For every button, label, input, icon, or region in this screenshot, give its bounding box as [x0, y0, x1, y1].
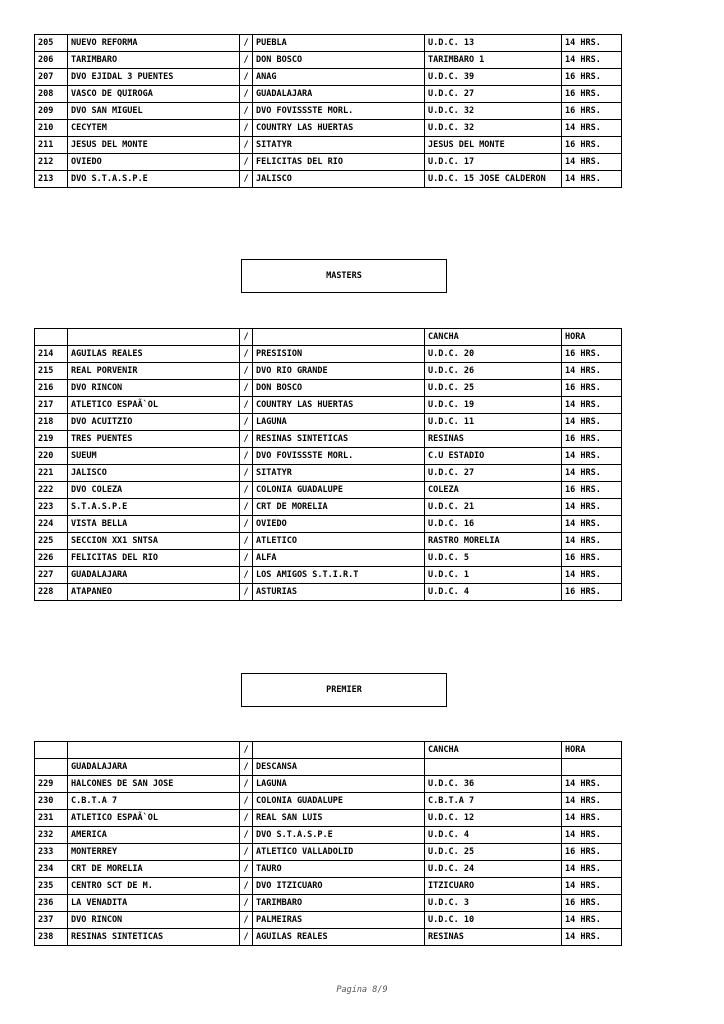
home-team-cell: JESUS DEL MONTE	[68, 137, 240, 154]
field-cell: COLEZA	[425, 482, 562, 499]
away-team-cell: PRESISION	[253, 346, 425, 363]
separator-cell: /	[240, 397, 253, 414]
home-team-cell: TARIMBARO	[68, 52, 240, 69]
table-row	[35, 120, 622, 137]
time-cell: 14 HRS.	[562, 448, 622, 465]
table-row	[35, 363, 622, 380]
time-cell: 16 HRS.	[562, 380, 622, 397]
away-team-cell: DESCANSA	[253, 759, 425, 776]
home-team-cell: FELICITAS DEL RIO	[68, 550, 240, 567]
field-cell: TARIMBARO 1	[425, 52, 562, 69]
table-row	[35, 465, 622, 482]
home-team-cell: DVO RINCON	[68, 380, 240, 397]
match-number-cell: 210	[35, 120, 68, 137]
section-title-text: MASTERS	[326, 271, 362, 281]
time-cell: 14 HRS.	[562, 810, 622, 827]
field-cell: U.D.C. 26	[425, 363, 562, 380]
field-cell: U.D.C. 19	[425, 397, 562, 414]
separator-cell: /	[240, 329, 253, 346]
field-cell: U.D.C. 11	[425, 414, 562, 431]
separator-cell: /	[240, 861, 253, 878]
table-row	[35, 567, 622, 584]
match-number-cell: 227	[35, 567, 68, 584]
separator-cell: /	[240, 516, 253, 533]
home-team-cell: CRT DE MORELIA	[68, 861, 240, 878]
time-cell: HORA	[562, 742, 622, 759]
separator-cell: /	[240, 776, 253, 793]
table-row	[35, 35, 622, 52]
home-team-cell: DVO S.T.A.S.P.E	[68, 171, 240, 188]
time-cell: 14 HRS.	[562, 516, 622, 533]
time-cell: 14 HRS.	[562, 827, 622, 844]
home-team-cell: SECCION XX1 SNTSA	[68, 533, 240, 550]
time-cell: 16 HRS.	[562, 482, 622, 499]
time-cell: 14 HRS.	[562, 776, 622, 793]
home-team-cell: TRES PUENTES	[68, 431, 240, 448]
away-team-cell: SITATYR	[253, 465, 425, 482]
home-team-cell: CENTRO SCT DE M.	[68, 878, 240, 895]
time-cell: 16 HRS.	[562, 103, 622, 120]
match-number-cell: 218	[35, 414, 68, 431]
separator-cell: /	[240, 103, 253, 120]
time-cell: 16 HRS.	[562, 346, 622, 363]
time-cell: 16 HRS.	[562, 844, 622, 861]
separator-cell: /	[240, 912, 253, 929]
separator-cell: /	[240, 154, 253, 171]
separator-cell: /	[240, 482, 253, 499]
separator-cell: /	[240, 414, 253, 431]
field-cell: U.D.C. 17	[425, 154, 562, 171]
field-cell: U.D.C. 27	[425, 86, 562, 103]
time-cell: 14 HRS.	[562, 533, 622, 550]
home-team-cell: ATAPANEO	[68, 584, 240, 601]
match-number-cell: 216	[35, 380, 68, 397]
separator-cell: /	[240, 137, 253, 154]
table-row	[35, 776, 622, 793]
field-cell: U.D.C. 10	[425, 912, 562, 929]
separator-cell: /	[240, 465, 253, 482]
away-team-cell: COUNTRY LAS HUERTAS	[253, 397, 425, 414]
separator-cell: /	[240, 793, 253, 810]
match-number-cell: 229	[35, 776, 68, 793]
home-team-cell: DVO ACUITZIO	[68, 414, 240, 431]
field-cell: U.D.C. 16	[425, 516, 562, 533]
field-cell: U.D.C. 4	[425, 584, 562, 601]
away-team-cell: TAURO	[253, 861, 425, 878]
away-team-cell: DON BOSCO	[253, 380, 425, 397]
field-cell: CANCHA	[425, 329, 562, 346]
table-row	[35, 52, 622, 69]
time-cell: 14 HRS.	[562, 52, 622, 69]
time-cell: 14 HRS.	[562, 878, 622, 895]
section-title-text: PREMIER	[326, 685, 362, 695]
home-team-cell: LA VENADITA	[68, 895, 240, 912]
match-number-cell: 219	[35, 431, 68, 448]
separator-cell: /	[240, 533, 253, 550]
separator-cell: /	[240, 844, 253, 861]
field-cell: U.D.C. 32	[425, 120, 562, 137]
field-cell: RASTRO MORELIA	[425, 533, 562, 550]
away-team-cell: LAGUNA	[253, 414, 425, 431]
home-team-cell: AMERICA	[68, 827, 240, 844]
match-number-cell	[35, 742, 68, 759]
match-number-cell: 231	[35, 810, 68, 827]
field-cell: U.D.C. 12	[425, 810, 562, 827]
table-row	[35, 397, 622, 414]
field-cell: JESUS DEL MONTE	[425, 137, 562, 154]
match-number-cell: 208	[35, 86, 68, 103]
time-cell: 14 HRS.	[562, 793, 622, 810]
away-team-cell: DON BOSCO	[253, 52, 425, 69]
time-cell: 16 HRS.	[562, 584, 622, 601]
table-row	[35, 929, 622, 946]
away-team-cell: ATLETICO	[253, 533, 425, 550]
time-cell: 14 HRS.	[562, 499, 622, 516]
table-row	[35, 533, 622, 550]
time-cell: 16 HRS.	[562, 137, 622, 154]
table-row	[35, 380, 622, 397]
away-team-cell: ASTURIAS	[253, 584, 425, 601]
field-cell: CANCHA	[425, 742, 562, 759]
away-team-cell	[253, 329, 425, 346]
field-cell: U.D.C. 15 JOSE CALDERON	[425, 171, 562, 188]
separator-cell: /	[240, 431, 253, 448]
separator-cell: /	[240, 52, 253, 69]
table-header-row	[35, 329, 622, 346]
page-number: Pagina 8/9	[336, 985, 388, 995]
table-row	[35, 912, 622, 929]
separator-cell: /	[240, 35, 253, 52]
time-cell: 14 HRS.	[562, 861, 622, 878]
away-team-cell: DVO FOVISSSTE MORL.	[253, 103, 425, 120]
field-cell: U.D.C. 36	[425, 776, 562, 793]
time-cell	[562, 759, 622, 776]
match-number-cell	[35, 759, 68, 776]
home-team-cell: HALCONES DE SAN JOSE	[68, 776, 240, 793]
match-number-cell: 217	[35, 397, 68, 414]
match-number-cell: 222	[35, 482, 68, 499]
separator-cell: /	[240, 742, 253, 759]
field-cell	[425, 759, 562, 776]
match-number-cell: 212	[35, 154, 68, 171]
time-cell: 14 HRS.	[562, 397, 622, 414]
separator-cell: /	[240, 120, 253, 137]
away-team-cell: COLONIA GUADALUPE	[253, 482, 425, 499]
separator-cell: /	[240, 895, 253, 912]
away-team-cell: COLONIA GUADALUPE	[253, 793, 425, 810]
time-cell: 14 HRS.	[562, 567, 622, 584]
time-cell: 14 HRS.	[562, 465, 622, 482]
match-number-cell: 232	[35, 827, 68, 844]
separator-cell: /	[240, 499, 253, 516]
field-cell: U.D.C. 20	[425, 346, 562, 363]
match-number-cell: 237	[35, 912, 68, 929]
table-row	[35, 482, 622, 499]
away-team-cell: PUEBLA	[253, 35, 425, 52]
field-cell: RESINAS	[425, 431, 562, 448]
table-row	[35, 137, 622, 154]
field-cell: RESINAS	[425, 929, 562, 946]
home-team-cell	[68, 742, 240, 759]
time-cell: 16 HRS.	[562, 69, 622, 86]
home-team-cell: AGUILAS REALES	[68, 346, 240, 363]
separator-cell: /	[240, 567, 253, 584]
table-row	[35, 448, 622, 465]
home-team-cell: OVIEDO	[68, 154, 240, 171]
away-team-cell: DVO ITZICUARO	[253, 878, 425, 895]
away-team-cell: ALFA	[253, 550, 425, 567]
time-cell: HORA	[562, 329, 622, 346]
home-team-cell: MONTERREY	[68, 844, 240, 861]
time-cell: 14 HRS.	[562, 154, 622, 171]
table-row	[35, 414, 622, 431]
time-cell: 14 HRS.	[562, 912, 622, 929]
time-cell: 16 HRS.	[562, 895, 622, 912]
match-number-cell	[35, 329, 68, 346]
field-cell: U.D.C. 3	[425, 895, 562, 912]
section-title-premier	[241, 673, 447, 707]
match-number-cell: 207	[35, 69, 68, 86]
match-number-cell: 215	[35, 363, 68, 380]
time-cell: 14 HRS.	[562, 120, 622, 137]
away-team-cell: DVO S.T.A.S.P.E	[253, 827, 425, 844]
home-team-cell: NUEVO REFORMA	[68, 35, 240, 52]
match-number-cell: 225	[35, 533, 68, 550]
away-team-cell: FELICITAS DEL RIO	[253, 154, 425, 171]
away-team-cell: REAL SAN LUIS	[253, 810, 425, 827]
home-team-cell: REAL PORVENIR	[68, 363, 240, 380]
schedule-table-masters	[34, 328, 622, 601]
away-team-cell: OVIEDO	[253, 516, 425, 533]
separator-cell: /	[240, 584, 253, 601]
field-cell: U.D.C. 25	[425, 380, 562, 397]
separator-cell: /	[240, 346, 253, 363]
away-team-cell: AGUILAS REALES	[253, 929, 425, 946]
away-team-cell: JALISCO	[253, 171, 425, 188]
home-team-cell: ATLETICO ESPAÃ`OL	[68, 810, 240, 827]
time-cell: 16 HRS.	[562, 86, 622, 103]
separator-cell: /	[240, 86, 253, 103]
away-team-cell: SITATYR	[253, 137, 425, 154]
field-cell: U.D.C. 39	[425, 69, 562, 86]
home-team-cell: SUEUM	[68, 448, 240, 465]
away-team-cell: RESINAS SINTETICAS	[253, 431, 425, 448]
match-number-cell: 228	[35, 584, 68, 601]
schedule-table-top	[34, 34, 622, 188]
table-row	[35, 499, 622, 516]
separator-cell: /	[240, 380, 253, 397]
time-cell: 14 HRS.	[562, 363, 622, 380]
home-team-cell: VASCO DE QUIROGA	[68, 86, 240, 103]
separator-cell: /	[240, 171, 253, 188]
away-team-cell: TARIMBARO	[253, 895, 425, 912]
time-cell: 14 HRS.	[562, 35, 622, 52]
field-cell: U.D.C. 4	[425, 827, 562, 844]
home-team-cell	[68, 329, 240, 346]
separator-cell: /	[240, 550, 253, 567]
field-cell: U.D.C. 1	[425, 567, 562, 584]
home-team-cell: DVO SAN MIGUEL	[68, 103, 240, 120]
away-team-cell	[253, 742, 425, 759]
match-number-cell: 214	[35, 346, 68, 363]
home-team-cell: CECYTEM	[68, 120, 240, 137]
separator-cell: /	[240, 929, 253, 946]
table-row	[35, 793, 622, 810]
home-team-cell: DVO EJIDAL 3 PUENTES	[68, 69, 240, 86]
table-row	[35, 895, 622, 912]
separator-cell: /	[240, 448, 253, 465]
field-cell: U.D.C. 21	[425, 499, 562, 516]
time-cell: 16 HRS.	[562, 550, 622, 567]
table-row	[35, 86, 622, 103]
schedule-table-premier	[34, 741, 622, 946]
match-number-cell: 209	[35, 103, 68, 120]
match-number-cell: 236	[35, 895, 68, 912]
time-cell: 14 HRS.	[562, 414, 622, 431]
match-number-cell: 234	[35, 861, 68, 878]
field-cell: ITZICUARO	[425, 878, 562, 895]
match-number-cell: 235	[35, 878, 68, 895]
match-number-cell: 238	[35, 929, 68, 946]
table-row	[35, 69, 622, 86]
away-team-cell: PALMEIRAS	[253, 912, 425, 929]
match-number-cell: 224	[35, 516, 68, 533]
field-cell: C.B.T.A 7	[425, 793, 562, 810]
time-cell: 14 HRS.	[562, 171, 622, 188]
away-team-cell: COUNTRY LAS HUERTAS	[253, 120, 425, 137]
home-team-cell: GUADALAJARA	[68, 759, 240, 776]
home-team-cell: RESINAS SINTETICAS	[68, 929, 240, 946]
table-row	[35, 759, 622, 776]
away-team-cell: LAGUNA	[253, 776, 425, 793]
match-number-cell: 213	[35, 171, 68, 188]
away-team-cell: DVO RIO GRANDE	[253, 363, 425, 380]
field-cell: C.U ESTADIO	[425, 448, 562, 465]
home-team-cell: ATLETICO ESPAÃ`OL	[68, 397, 240, 414]
table-header-row	[35, 742, 622, 759]
match-number-cell: 226	[35, 550, 68, 567]
match-number-cell: 223	[35, 499, 68, 516]
table-row	[35, 827, 622, 844]
separator-cell: /	[240, 363, 253, 380]
time-cell: 16 HRS.	[562, 431, 622, 448]
table-row	[35, 516, 622, 533]
home-team-cell: S.T.A.S.P.E	[68, 499, 240, 516]
table-row	[35, 584, 622, 601]
away-team-cell: GUADALAJARA	[253, 86, 425, 103]
table-row	[35, 844, 622, 861]
match-number-cell: 221	[35, 465, 68, 482]
table-row	[35, 431, 622, 448]
match-number-cell: 233	[35, 844, 68, 861]
separator-cell: /	[240, 759, 253, 776]
table-row	[35, 550, 622, 567]
match-number-cell: 211	[35, 137, 68, 154]
field-cell: U.D.C. 32	[425, 103, 562, 120]
match-number-cell: 205	[35, 35, 68, 52]
table-row	[35, 810, 622, 827]
separator-cell: /	[240, 69, 253, 86]
table-row	[35, 171, 622, 188]
field-cell: U.D.C. 13	[425, 35, 562, 52]
home-team-cell: JALISCO	[68, 465, 240, 482]
home-team-cell: DVO COLEZA	[68, 482, 240, 499]
match-number-cell: 230	[35, 793, 68, 810]
field-cell: U.D.C. 27	[425, 465, 562, 482]
separator-cell: /	[240, 878, 253, 895]
home-team-cell: DVO RINCON	[68, 912, 240, 929]
table-row	[35, 861, 622, 878]
match-number-cell: 220	[35, 448, 68, 465]
table-row	[35, 878, 622, 895]
field-cell: U.D.C. 24	[425, 861, 562, 878]
table-row	[35, 346, 622, 363]
field-cell: U.D.C. 5	[425, 550, 562, 567]
away-team-cell: LOS AMIGOS S.T.I.R.T	[253, 567, 425, 584]
home-team-cell: GUADALAJARA	[68, 567, 240, 584]
time-cell: 14 HRS.	[562, 929, 622, 946]
separator-cell: /	[240, 810, 253, 827]
away-team-cell: ATLETICO VALLADOLID	[253, 844, 425, 861]
match-number-cell: 206	[35, 52, 68, 69]
table-row	[35, 154, 622, 171]
away-team-cell: ANAG	[253, 69, 425, 86]
away-team-cell: CRT DE MORELIA	[253, 499, 425, 516]
home-team-cell: C.B.T.A 7	[68, 793, 240, 810]
section-title-masters	[241, 259, 447, 293]
separator-cell: /	[240, 827, 253, 844]
away-team-cell: DVO FOVISSSTE MORL.	[253, 448, 425, 465]
table-row	[35, 103, 622, 120]
field-cell: U.D.C. 25	[425, 844, 562, 861]
home-team-cell: VISTA BELLA	[68, 516, 240, 533]
